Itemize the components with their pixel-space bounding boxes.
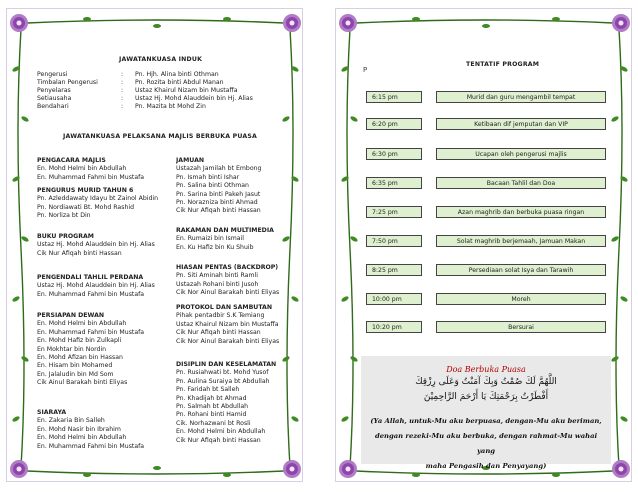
schedule-activity: Ucapan oleh pengerusi majlis bbox=[436, 148, 606, 160]
schedule-activity: Persediaan solat Isya dan Tarawih bbox=[436, 264, 606, 276]
section-pengurus-murid: PENGURUS MURID TAHUN 6 Pn. Azleddawaty Idayu bt Zainol Abidin Pn. Nordiawati Bt. Mohd Rashid Pn. Norliza bt Din bbox=[37, 187, 159, 220]
schedule-time: 7:50 pm bbox=[366, 235, 422, 247]
committee-row: Pengerusi : Pn. Hjh. Alina binti Othman bbox=[37, 71, 219, 78]
schedule-time: 6:30 pm bbox=[366, 148, 422, 160]
schedule-time: 7:25 pm bbox=[366, 206, 422, 218]
schedule-activity: Solat maghrib berjemaah, Jamuan Makan bbox=[436, 235, 606, 247]
section-buku-program: BUKU PROGRAM Ustaz Hj. Mohd Alauddein bin Hj. Alias Cik Nur Afiqah binti Hassan bbox=[37, 233, 155, 257]
doa-translation: (Ya Allah, untuk-Mu aku berpuasa, dengan-Mu aku beriman, dengan rezeki-Mu aku berbuka, dengan rahmat-Mu wahai yang maha Pengasih dan Penyayang) bbox=[370, 417, 602, 470]
doa-title: Doa Berbuka Puasa bbox=[446, 365, 526, 374]
doa-arabic-line: أَفْطَرْتُ بِرَحْمَتِكَ يَا أَرْحَمَ الرَّاحِمِيْنَ bbox=[423, 392, 549, 402]
section-pengacara: PENGACARA MAJLIS En. Mohd Helmi bin Abdullah En. Muhammad Fahmi bin Mustafa bbox=[37, 157, 145, 181]
page-mark: P bbox=[363, 66, 368, 74]
program-title: TENTATIF PROGRAM bbox=[466, 61, 540, 68]
schedule-time: 8:25 pm bbox=[366, 264, 422, 276]
section-jamuan: JAMUAN Ustazah Jamilah bt Embong Pn. Ismah binti Ishar Pn. Salina binti Othman Pn. Sarina binti Pakeh Jasut Pn. Norazniza binti Ahmad Cik Nur Afiqah binti Hassan bbox=[176, 157, 262, 215]
left-panel bbox=[6, 8, 303, 482]
section-disiplin: DISIPLIN DAN KESELAMATAN Pn. Rusiahwati bt. Mohd Yusof Pn. Aulina Suraiya bt Abdullah Pn. Faridah bt Salleh Pn. Khadijah bt Ahmad Pn. Salmah bt Abdullah Pn. Rohani binti Hamid Cik. Norhazwani bt Rosli En. Mohd Helmi bin Abdullah Cik Nur Afiqah binti Hassan bbox=[176, 361, 277, 444]
section-tahlil: PENGENDALI TAHLIL PERDANA Ustaz Hj. Mohd Alauddein bin Hj. Alias En. Muhammad Fahmi bin Mustafa bbox=[37, 274, 155, 298]
section-siaraya: SIARAYA En. Zakaria Bin Salleh En. Mohd Nasir bin Ibrahim En. Mohd Helmi bin Abdullah En. Muhammad Fahmi bin Mustafa bbox=[37, 409, 145, 450]
committee-title: JAWATANKUASA INDUK bbox=[119, 56, 203, 63]
right-panel bbox=[335, 8, 632, 482]
committee-row: Setiausaha : Ustaz Hj. Mohd Alauddein bin Hj. Alias bbox=[37, 95, 253, 102]
doa-arabic-line: اللَّهُمَّ لَكَ صُمْتُ وَبِكَ آمَنْتُ وَعَلَى رِزْقِكَ bbox=[415, 377, 557, 387]
schedule-time: 10:20 pm bbox=[366, 321, 422, 333]
committee-row: Timbalan Pengerusi : Pn. Rozita binti Abdul Manan bbox=[37, 79, 224, 86]
section-protokol: PROTOKOL DAN SAMBUTAN Pihak pentadbir S.K Temiang Ustaz Khairul Nizam bin Mustaffa Cik Nur Afiqah binti Hassan Cik Nor Ainul Barakah binti Eliyas bbox=[176, 304, 280, 345]
section-persiapan-dewan: PERSIAPAN DEWAN En. Mohd Helmi bin Abdullah En. Muhammad Fahmi bin Mustafa En. Mohd Hafiz bin Zulkapli En Mokhtar bin Nordin En. Mohd Afizan bin Hassan En. Hisam bin Mohamed En. Jalaludin bin Md Som Cik Ainul Barakah binti Eliyas bbox=[37, 312, 145, 387]
schedule-activity: Murid dan guru mengambil tempat bbox=[436, 91, 606, 103]
schedule-time: 10:00 pm bbox=[366, 293, 422, 305]
schedule-activity: Moreh bbox=[436, 293, 606, 305]
committee-row: Bendahari : Pn. Mazita bt Mohd Zin bbox=[37, 103, 206, 110]
section-hiasan-pentas: HIASAN PENTAS (BACKDROP) Pn. Siti Aminah binti Ramli Ustazah Rohani binti Jusoh Cik Nor Ainul Barakah binti Eliyas bbox=[176, 264, 280, 297]
schedule-activity: Azan maghrib dan berbuka puasa ringan bbox=[436, 206, 606, 218]
schedule-activity: Ketibaan dif jemputan dan VIP bbox=[436, 118, 606, 130]
schedule-activity: Bacaan Tahlil dan Doa bbox=[436, 177, 606, 189]
section-rakaman: RAKAMAN DAN MULTIMEDIA En. Rumaizi bin Ismail En. Ku Hafiz bin Ku Shuib bbox=[176, 227, 274, 251]
schedule-time: 6:35 pm bbox=[366, 177, 422, 189]
schedule-time: 6:15 pm bbox=[366, 91, 422, 103]
doa-box bbox=[361, 356, 611, 470]
committee-row: Penyelaras : Ustaz Khairul Nizam bin Mustaffa bbox=[37, 87, 238, 94]
schedule-time: 6:20 pm bbox=[366, 118, 422, 130]
executive-title: JAWATANKUASA PELAKSANA MAJLIS BERBUKA PUASA bbox=[63, 133, 258, 140]
schedule-activity: Bersurai bbox=[436, 321, 606, 333]
